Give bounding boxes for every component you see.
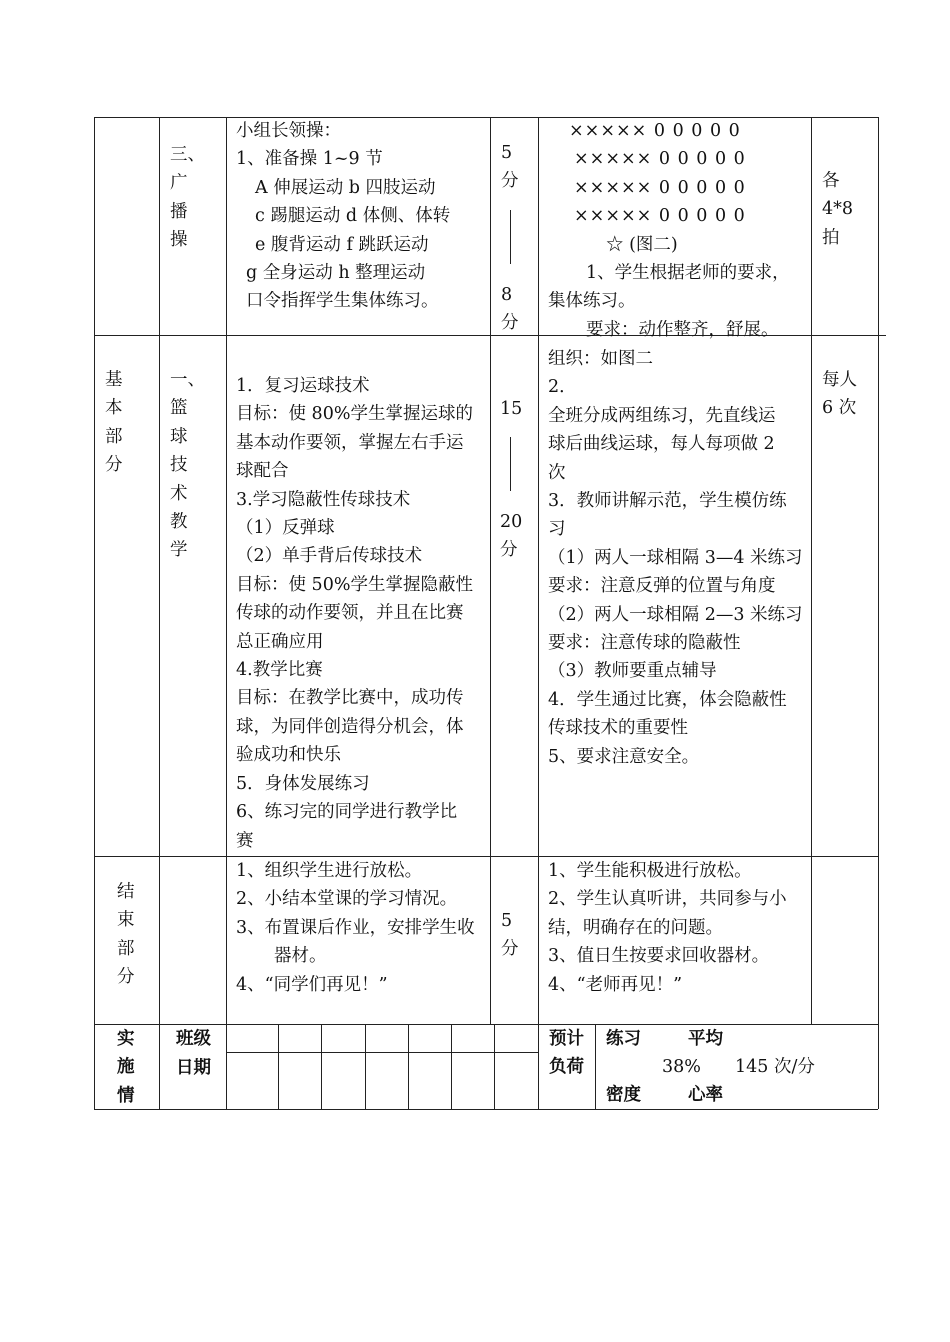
part-label-line: 篮 bbox=[170, 398, 188, 419]
density-value bbox=[662, 1053, 701, 1081]
heart-rate-value bbox=[735, 1053, 815, 1081]
density-label-text: 密度 bbox=[606, 1085, 641, 1105]
content-line: A 伸展运动 b 四肢运动 bbox=[255, 177, 436, 198]
time-unit: 分 bbox=[501, 939, 519, 960]
org-line: （1）两人一球相隔 3—4 米练习 bbox=[548, 547, 803, 568]
phase-label-char: 部 bbox=[117, 938, 135, 959]
time-range-bar bbox=[510, 437, 511, 491]
col-divider-organization bbox=[538, 117, 539, 1109]
phase-label-char: 基 bbox=[105, 370, 123, 390]
col-divider-content bbox=[226, 117, 227, 1109]
org-line: 3．教师讲解示范，学生模仿练 bbox=[548, 491, 787, 512]
phase-label-char: 部 bbox=[105, 426, 123, 447]
load-line: 4*8 bbox=[822, 199, 854, 220]
part-label-line: 球 bbox=[170, 426, 188, 447]
table-bottom-border bbox=[94, 1109, 878, 1110]
content-line: 4.教学比赛 bbox=[236, 660, 323, 681]
date-label bbox=[176, 1054, 211, 1082]
org-line: 要求：注意反弹的位置与角度 bbox=[548, 576, 776, 597]
basic-phase-label bbox=[105, 366, 123, 480]
time-value: 8 bbox=[501, 285, 513, 305]
expected-load-line: 负荷 bbox=[549, 1057, 584, 1078]
figure-caption bbox=[606, 231, 678, 259]
part-label-line: 三、 bbox=[170, 145, 205, 165]
content-line: 器材。 bbox=[274, 946, 327, 967]
density-value-text: 38% bbox=[662, 1057, 701, 1077]
content-line: 4、“同学们再见！” bbox=[236, 974, 388, 995]
footer-grid-line bbox=[494, 1024, 495, 1109]
basic-time-end bbox=[500, 508, 522, 565]
content-line: 1、组织学生进行放松。 bbox=[236, 861, 423, 881]
col-divider-time bbox=[490, 117, 491, 1024]
part-label-line: 术 bbox=[170, 483, 188, 504]
org-line: （2）两人一球相隔 2—3 米练习 bbox=[548, 604, 803, 625]
content-line: 小组长领操： bbox=[236, 121, 341, 141]
expected-load-line: 预计 bbox=[549, 1029, 584, 1049]
part-label-line: 学 bbox=[170, 540, 188, 561]
caption-text: ☆ (图二) bbox=[606, 235, 678, 255]
part-label-line: 播 bbox=[170, 201, 188, 222]
phase-label-char: 分 bbox=[117, 967, 135, 988]
org-line: 全班分成两组练习，先直线运 bbox=[548, 405, 776, 426]
broadcast-time-start bbox=[501, 139, 519, 196]
org-line: 3、值日生按要求回收器材。 bbox=[548, 946, 770, 967]
content-line: 球配合 bbox=[236, 461, 289, 482]
end-organization bbox=[548, 857, 787, 999]
org-line: 2、学生认真听讲，共同参与小 bbox=[548, 889, 787, 910]
density-label bbox=[606, 1081, 641, 1109]
broadcast-content bbox=[236, 117, 450, 316]
content-line: 3.学习隐蔽性传球技术 bbox=[236, 489, 411, 510]
implement-char: 施 bbox=[117, 1057, 135, 1078]
org-line: 结，明确存在的问题。 bbox=[548, 917, 723, 938]
content-line: 6、练习完的同学进行教学比 bbox=[236, 802, 458, 823]
content-line: （2）单手背后传球技术 bbox=[236, 546, 423, 567]
org-line: 次 bbox=[548, 462, 566, 483]
formation-diagram bbox=[569, 117, 746, 231]
org-line: 要求：动作整齐，舒展。 bbox=[586, 319, 779, 340]
basketball-content bbox=[236, 372, 473, 855]
table-right-border bbox=[878, 117, 879, 1109]
time-value: 20 bbox=[500, 512, 523, 532]
formation-row: ××××× 0 0 0 0 0 bbox=[574, 177, 746, 198]
date-label-text: 日期 bbox=[176, 1058, 211, 1078]
time-unit: 分 bbox=[500, 540, 518, 561]
org-line: 组织：如图二 bbox=[548, 349, 653, 369]
content-line: 基本动作要领，掌握左右手运 bbox=[236, 432, 464, 453]
end-content bbox=[236, 857, 475, 999]
row-divider-end bbox=[94, 1024, 878, 1025]
heart-rate-value-text: 145 次/分 bbox=[735, 1057, 815, 1077]
time-value: 15 bbox=[500, 399, 523, 419]
formation-row: ××××× 0 0 0 0 0 bbox=[569, 121, 741, 141]
content-line: 总正确应用 bbox=[236, 631, 324, 652]
part-label-line: 广 bbox=[170, 173, 188, 194]
average-label bbox=[688, 1025, 723, 1053]
phase-label-char: 束 bbox=[117, 910, 135, 931]
class-label-text: 班级 bbox=[176, 1029, 211, 1049]
content-line: 目标：使 50%学生掌握隐蔽性 bbox=[236, 574, 473, 595]
content-line: 5．身体发展练习 bbox=[236, 773, 370, 794]
basic-load bbox=[822, 366, 857, 423]
phase-label-char: 本 bbox=[105, 398, 123, 419]
formation-row: ××××× 0 0 0 0 0 bbox=[574, 206, 746, 227]
practice-label bbox=[606, 1025, 641, 1053]
org-line: 要求：注意传球的隐蔽性 bbox=[548, 633, 741, 654]
org-line: 1、学生能积极进行放松。 bbox=[548, 861, 752, 881]
time-unit: 分 bbox=[501, 313, 519, 334]
org-line: 2． bbox=[548, 377, 577, 398]
content-line: g 全身运动 h 整理运动 bbox=[246, 263, 426, 284]
phase-label-char: 结 bbox=[117, 882, 135, 902]
end-time bbox=[501, 907, 519, 964]
org-line: 习 bbox=[548, 519, 566, 540]
table-left-border bbox=[94, 117, 95, 1109]
footer-grid-line bbox=[451, 1024, 452, 1109]
time-value: 5 bbox=[501, 911, 513, 931]
org-line: 集体练习。 bbox=[548, 291, 636, 312]
org-line: 5、要求注意安全。 bbox=[548, 746, 700, 767]
class-label bbox=[176, 1025, 211, 1053]
load-line: 拍 bbox=[822, 227, 840, 248]
formation-row: ××××× 0 0 0 0 0 bbox=[574, 149, 746, 170]
content-line: 1．复习运球技术 bbox=[236, 376, 370, 396]
footer-row-divider bbox=[226, 1052, 538, 1053]
part-label-line: 技 bbox=[170, 455, 188, 476]
org-line: 1、学生根据老师的要求， bbox=[586, 263, 790, 283]
content-line: （1）反弹球 bbox=[236, 518, 335, 539]
content-line: 传球的动作要领，并且在比赛 bbox=[236, 603, 464, 624]
col-divider-part bbox=[159, 117, 160, 1109]
end-phase-label bbox=[117, 878, 135, 992]
heart-rate-label-text: 心率 bbox=[688, 1085, 723, 1105]
footer-grid-line bbox=[321, 1024, 322, 1109]
broadcast-time-end bbox=[501, 281, 519, 338]
implement-char: 实 bbox=[117, 1029, 135, 1049]
part-label-line: 一、 bbox=[170, 370, 205, 390]
implement-label bbox=[117, 1025, 135, 1110]
part-label-line: 教 bbox=[170, 512, 188, 533]
org-line: 球后曲线运球，每人每项做 2 bbox=[548, 434, 775, 455]
content-line: 验成功和快乐 bbox=[236, 745, 341, 766]
load-line: 各 bbox=[822, 171, 840, 191]
time-range-bar bbox=[510, 210, 511, 264]
content-line: 球，为同伴创造得分机会，体 bbox=[236, 716, 464, 737]
content-line: 口令指挥学生集体练习。 bbox=[246, 291, 439, 312]
content-line: e 腹背运动 f 跳跃运动 bbox=[255, 234, 429, 255]
broadcast-organization bbox=[548, 259, 790, 344]
table-top-border bbox=[94, 117, 878, 118]
part-label-line: 操 bbox=[170, 230, 188, 251]
heart-rate-label bbox=[688, 1081, 723, 1109]
content-line: 1、准备操 1~9 节 bbox=[236, 149, 383, 170]
basketball-organization bbox=[548, 345, 803, 771]
footer-grid-line bbox=[365, 1024, 366, 1109]
expected-load-label bbox=[549, 1025, 584, 1082]
footer-grid-line bbox=[408, 1024, 409, 1109]
col-divider-load bbox=[811, 117, 812, 1024]
content-line: 目标：在教学比赛中，成功传 bbox=[236, 688, 464, 709]
content-line: 3、布置课后作业，安排学生收 bbox=[236, 917, 475, 938]
org-line: 4、“老师再见！” bbox=[548, 974, 683, 995]
average-label-text: 平均 bbox=[688, 1029, 723, 1049]
broadcast-load bbox=[822, 167, 853, 252]
implement-char: 情 bbox=[117, 1085, 135, 1106]
content-line: 2、小结本堂课的学习情况。 bbox=[236, 889, 458, 910]
load-line: 6 次 bbox=[822, 398, 857, 419]
basic-time-start bbox=[500, 395, 522, 423]
org-line: 4．学生通过比赛，体会隐蔽性 bbox=[548, 689, 787, 710]
content-line: 赛 bbox=[236, 830, 254, 851]
content-line: 目标：使 80%学生掌握运球的 bbox=[236, 404, 473, 425]
time-unit: 分 bbox=[501, 171, 519, 192]
org-line: （3）教师要重点辅导 bbox=[548, 661, 717, 682]
basketball-part-label bbox=[170, 366, 205, 565]
footer-grid-line bbox=[278, 1024, 279, 1109]
footer-col-divider bbox=[595, 1024, 596, 1109]
practice-label-text: 练习 bbox=[606, 1029, 641, 1049]
phase-label-char: 分 bbox=[105, 455, 123, 476]
load-line: 每人 bbox=[822, 370, 857, 390]
content-line: c 踢腿运动 d 体侧、体转 bbox=[255, 206, 451, 227]
broadcast-part-label bbox=[170, 141, 205, 255]
org-line: 传球技术的重要性 bbox=[548, 718, 688, 739]
time-value: 5 bbox=[501, 143, 513, 163]
